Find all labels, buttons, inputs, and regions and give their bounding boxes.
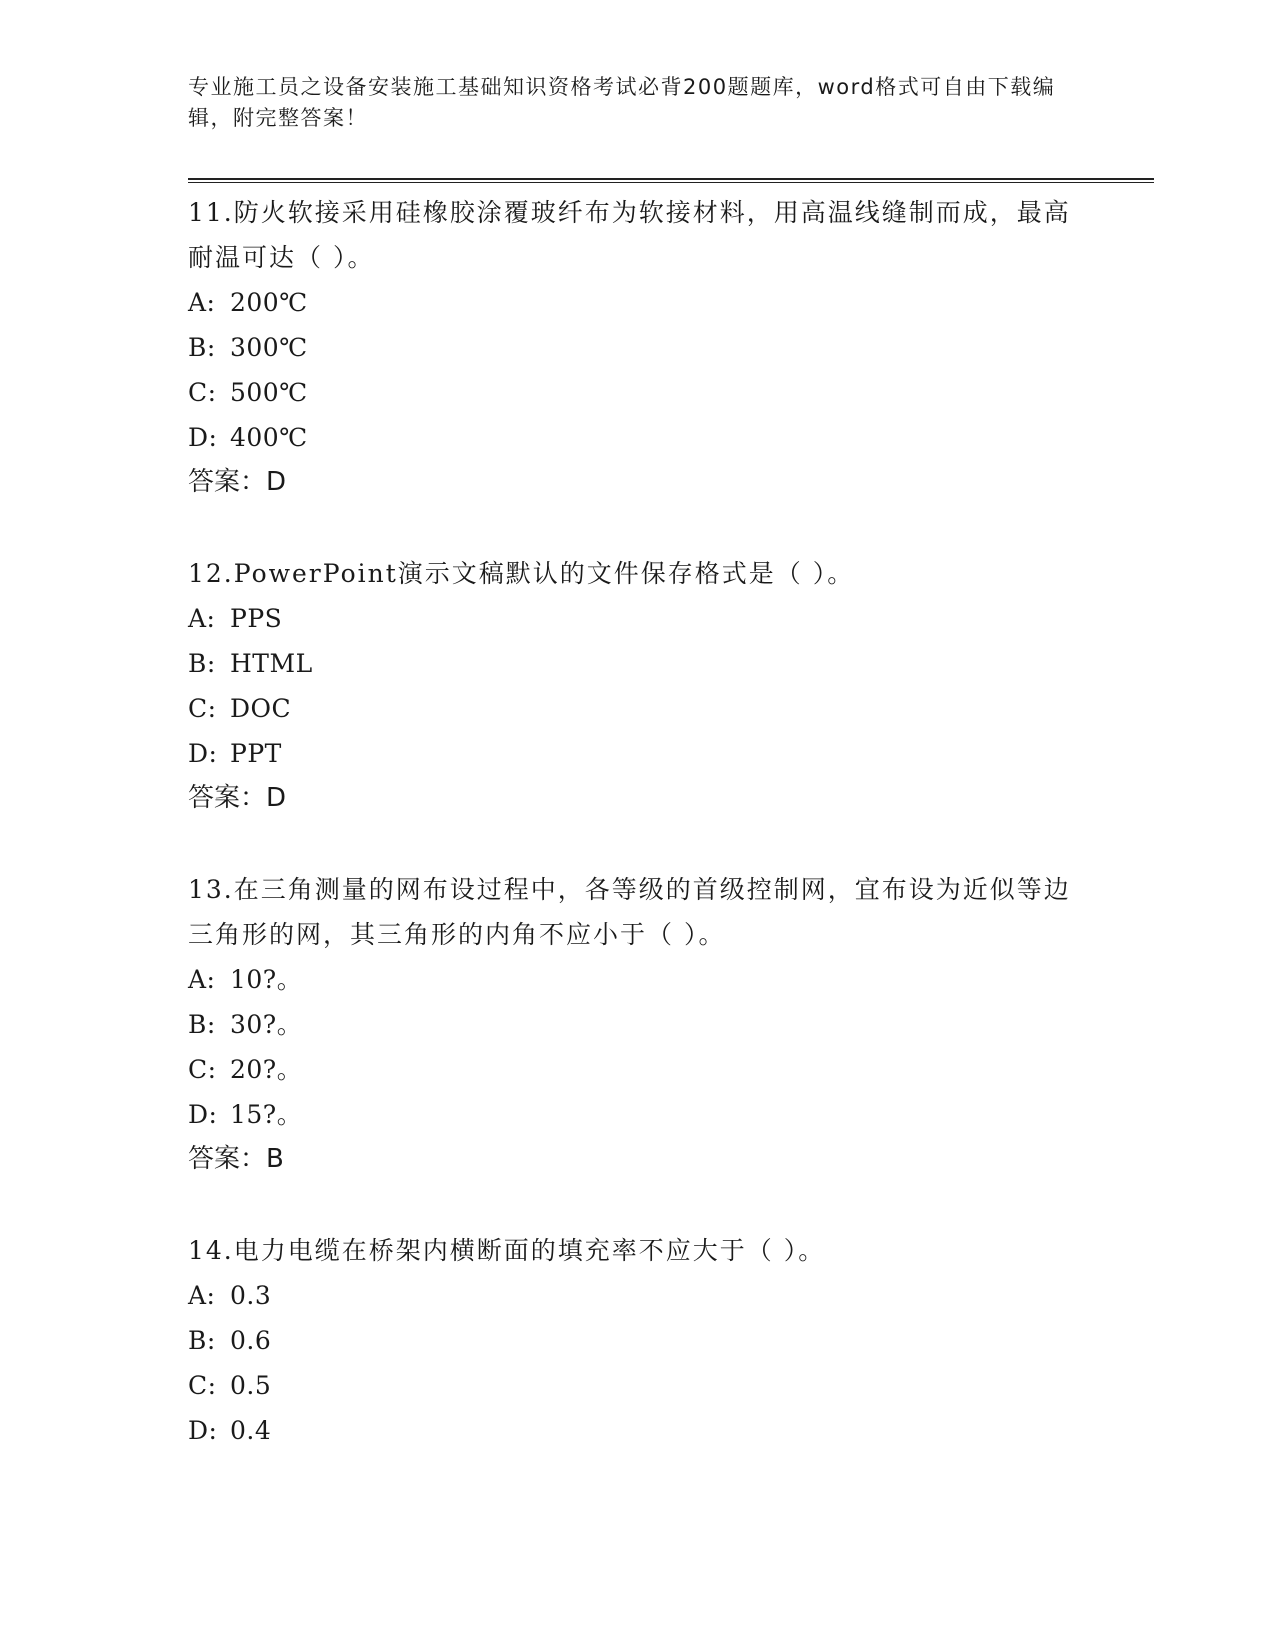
option-label: C: — [188, 378, 217, 407]
answer: 答案：D — [188, 467, 287, 497]
option-a — [188, 280, 1088, 325]
option-a — [188, 1273, 1088, 1318]
question-list — [188, 190, 1088, 1499]
option-d — [188, 1408, 1088, 1453]
option-label: A: — [188, 1281, 216, 1310]
option-text: HTML — [230, 649, 313, 678]
option-text: 200℃ — [230, 288, 308, 317]
option-label: D: — [188, 423, 218, 452]
option-label: B: — [188, 333, 216, 362]
option-text: 10?。 — [230, 965, 303, 994]
option-label: B: — [188, 649, 216, 678]
option-label: B: — [188, 1010, 216, 1039]
option-a — [188, 596, 1088, 641]
option-label: C: — [188, 1371, 217, 1400]
option-label: A: — [188, 965, 216, 994]
option-text: 0.4 — [230, 1416, 272, 1445]
answer: 答案：D — [188, 783, 287, 813]
option-label: D: — [188, 1100, 218, 1129]
option-b — [188, 1318, 1088, 1363]
option-text: 15?。 — [230, 1100, 303, 1129]
option-b — [188, 641, 1088, 686]
option-text: PPS — [230, 604, 283, 633]
option-c — [188, 370, 1088, 415]
option-text: 0.3 — [230, 1281, 272, 1310]
option-c — [188, 1363, 1088, 1408]
option-text: 400℃ — [230, 423, 308, 452]
option-text: 300℃ — [230, 333, 308, 362]
option-c — [188, 1047, 1088, 1092]
option-text: 30?。 — [230, 1010, 303, 1039]
question-item — [188, 190, 1088, 505]
option-label: C: — [188, 1055, 217, 1084]
option-text: 20?。 — [230, 1055, 303, 1084]
option-label: D: — [188, 739, 218, 768]
option-a — [188, 957, 1088, 1002]
option-text: 0.5 — [230, 1371, 272, 1400]
option-text: PPT — [230, 739, 282, 768]
answer: 答案：B — [188, 1144, 284, 1174]
question-item — [188, 551, 1088, 821]
question-item — [188, 1228, 1088, 1453]
option-b — [188, 1002, 1088, 1047]
option-label: A: — [188, 604, 216, 633]
option-text: DOC — [230, 694, 292, 723]
option-d — [188, 415, 1088, 460]
option-b — [188, 325, 1088, 370]
document-header: 专业施工员之设备安装施工基础知识资格考试必背200题题库，word格式可自由下载编辑，附完整答案！ — [188, 75, 1056, 130]
option-text: 500℃ — [230, 378, 308, 407]
option-d — [188, 731, 1088, 776]
question-stem: 12.PowerPoint演示文稿默认的文件保存格式是（ ）。 — [188, 559, 855, 588]
option-label: C: — [188, 694, 217, 723]
question-stem: 11.防火软接采用硅橡胶涂覆玻纤布为软接材料，用高温线缝制而成，最高耐温可达（ ）。 — [188, 198, 1071, 272]
question-stem: 14.电力电缆在桥架内横断面的填充率不应大于（ ）。 — [188, 1236, 826, 1265]
question-item — [188, 867, 1088, 1182]
option-label: A: — [188, 288, 216, 317]
option-text: 0.6 — [230, 1326, 272, 1355]
header-divider — [188, 178, 1154, 183]
option-d — [188, 1092, 1088, 1137]
question-stem: 13.在三角测量的网布设过程中，各等级的首级控制网，宜布设为近似等边三角形的网，其三角形的内角不应小于（ ）。 — [188, 875, 1071, 949]
option-c — [188, 686, 1088, 731]
option-label: B: — [188, 1326, 216, 1355]
option-label: D: — [188, 1416, 218, 1445]
